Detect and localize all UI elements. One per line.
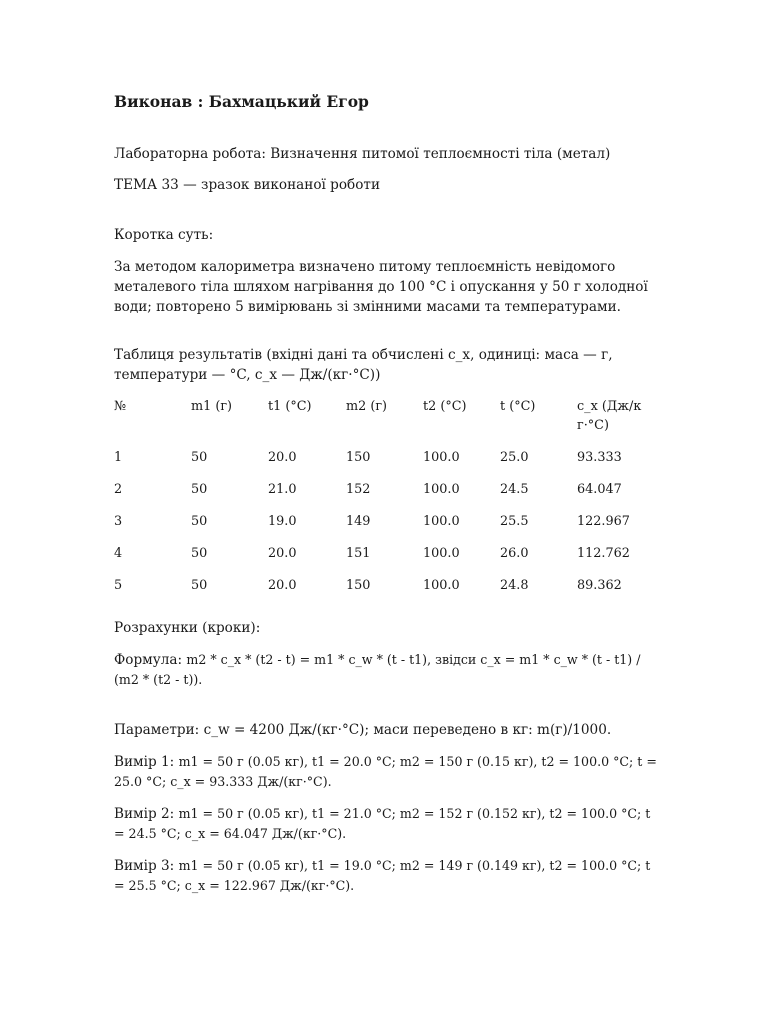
header-m1: m1 (г)	[191, 399, 233, 414]
calculations-label: Розрахунки (кроки):	[114, 620, 261, 636]
lab-title: Лабораторна робота: Визначення питомої теплоємності тіла (метал)	[114, 146, 611, 162]
table-header-row	[114, 397, 662, 448]
formula-text: m2 * c_x * (t2 - t) = m1 * c_w * (t - t1), звідси c_x = m1 * c_w * (t - t1) / (m2 * (t2 - t)).	[114, 652, 641, 687]
header-cx-label: c_x (Дж/кг·°C)	[577, 399, 642, 433]
header-t: t (°C)	[500, 399, 536, 414]
cell-m1: 50	[191, 482, 208, 497]
document-page	[114, 90, 662, 896]
cell-t2: 100.0	[423, 482, 460, 497]
table-row	[114, 544, 662, 576]
summary-label: Коротка суть:	[114, 227, 214, 243]
parameters-paragraph	[114, 720, 662, 740]
measurement-label: Вимір 3:	[114, 858, 175, 874]
formula-label: Формула:	[114, 652, 183, 668]
cell-t: 24.8	[500, 578, 529, 593]
cell-m2: 150	[346, 578, 371, 593]
cell-m1: 50	[191, 514, 208, 529]
measurement-label: Вимір 2:	[114, 806, 175, 822]
cell-m2: 149	[346, 514, 371, 529]
table-row	[114, 448, 662, 480]
cell-cx: 93.333	[577, 450, 622, 465]
cell-number: 2	[114, 482, 123, 497]
parameters-text: c_w = 4200 Дж/(кг·°C); маси переведено в кг: m(г)/1000.	[203, 722, 612, 738]
cell-t1: 21.0	[268, 482, 297, 497]
header-t2: t2 (°C)	[423, 399, 467, 414]
cell-t: 25.0	[500, 450, 529, 465]
measurement-text: m1 = 50 г (0.05 кг), t1 = 19.0 °C; m2 = 149 г (0.149 кг), t2 = 100.0 °C; t = 25.5 °C; c_x = 122.967 Дж/(кг·°C).	[114, 858, 651, 893]
cell-m1: 50	[191, 578, 208, 593]
author-heading: Виконав : Бахмацький Егор	[114, 92, 369, 111]
cell-t: 25.5	[500, 514, 529, 529]
cell-cx: 122.967	[577, 514, 630, 529]
cell-cx: 89.362	[577, 578, 622, 593]
parameters-label: Параметри:	[114, 722, 200, 738]
cell-cx: 64.047	[577, 482, 622, 497]
cell-cx: 112.762	[577, 546, 630, 561]
cell-t2: 100.0	[423, 514, 460, 529]
cell-t: 26.0	[500, 546, 529, 561]
cell-m2: 151	[346, 546, 371, 561]
measurement-label: Вимір 1:	[114, 754, 175, 770]
cell-m1: 50	[191, 450, 208, 465]
measurement-paragraph	[114, 856, 662, 896]
measurement-paragraph	[114, 752, 662, 792]
header-m2: m2 (г)	[346, 399, 388, 414]
cell-number: 5	[114, 578, 123, 593]
header-t1: t1 (°C)	[268, 399, 312, 414]
cell-number: 4	[114, 546, 123, 561]
cell-t1: 20.0	[268, 450, 297, 465]
cell-t2: 100.0	[423, 578, 460, 593]
cell-t1: 20.0	[268, 546, 297, 561]
cell-t2: 100.0	[423, 546, 460, 561]
cell-m1: 50	[191, 546, 208, 561]
table-row	[114, 480, 662, 512]
results-table	[114, 397, 662, 608]
table-row	[114, 512, 662, 544]
header-number: №	[114, 399, 127, 414]
measurement-text: m1 = 50 г (0.05 кг), t1 = 21.0 °C; m2 = 152 г (0.152 кг), t2 = 100.0 °C; t = 24.5 °C; c_x = 64.047 Дж/(кг·°C).	[114, 806, 651, 841]
measurement-paragraph	[114, 804, 662, 844]
cell-number: 3	[114, 514, 123, 529]
measurement-text: m1 = 50 г (0.05 кг), t1 = 20.0 °C; m2 = 150 г (0.15 кг), t2 = 100.0 °C; t = 25.0 °C; c_x = 93.333 Дж/(кг·°C).	[114, 754, 657, 789]
cell-m2: 152	[346, 482, 371, 497]
cell-t2: 100.0	[423, 450, 460, 465]
summary-text: За методом калориметра визначено питому теплоємність невідомого металевого тіла шляхом нагрівання до 100 °C і опускання у 50 г холодної води; повторено 5 вимірювань зі змінними масами та температурами.	[114, 259, 648, 315]
theme-line: ТЕМА 33 — зразок виконаної роботи	[114, 177, 381, 193]
table-row	[114, 576, 662, 608]
cell-number: 1	[114, 450, 123, 465]
formula-paragraph	[114, 650, 662, 690]
cell-m2: 150	[346, 450, 371, 465]
cell-t1: 20.0	[268, 578, 297, 593]
header-cx	[577, 397, 662, 448]
cell-t1: 19.0	[268, 514, 297, 529]
table-caption: Таблиця результатів (вхідні дані та обчислені c_x, одиниці: маса — г, температури — °C, c_x — Дж/(кг·°C))	[114, 347, 613, 383]
cell-t: 24.5	[500, 482, 529, 497]
